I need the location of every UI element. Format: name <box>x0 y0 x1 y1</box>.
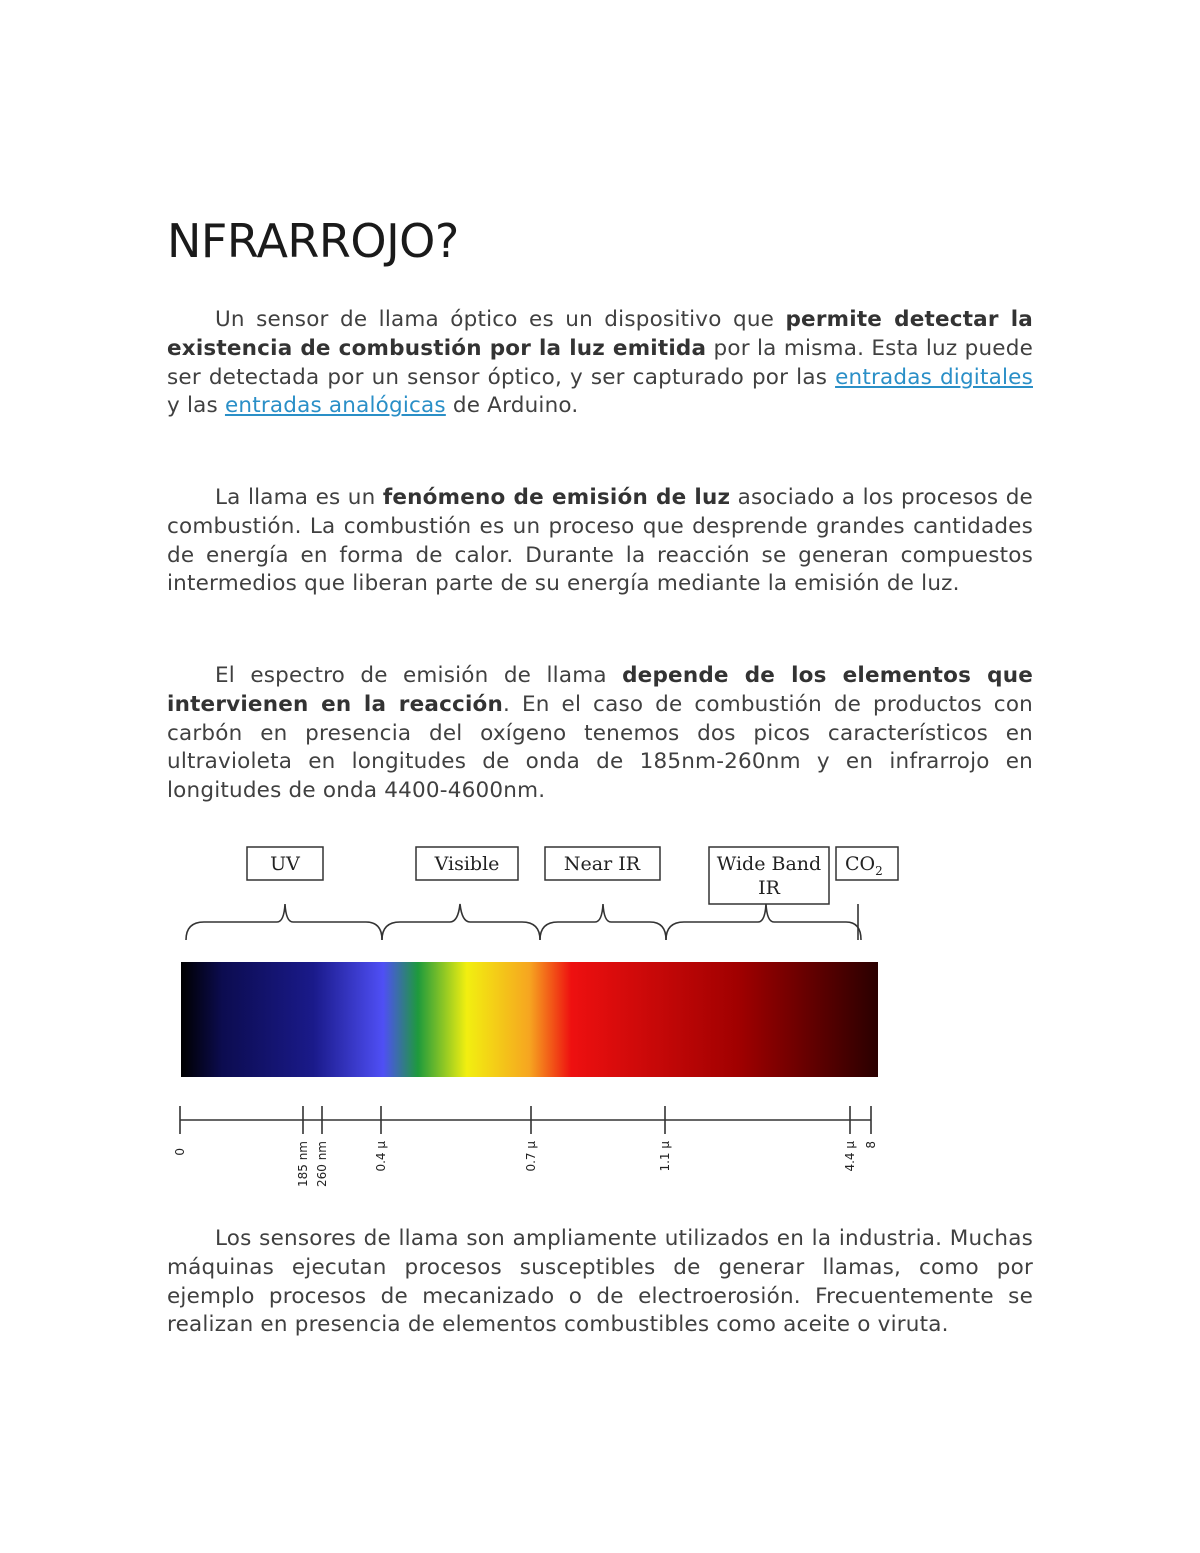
band-label-near-ir <box>545 847 660 880</box>
text: por la misma. Esta luz puede ser detectada por un sensor óptico, y ser capturado por las <box>167 335 1033 390</box>
text: de Arduino. <box>445 393 579 419</box>
paragraph-emission-spectrum <box>167 662 1033 806</box>
band-wide-band-text: Wide Band <box>716 853 822 875</box>
band-label-visible <box>416 847 518 880</box>
paragraph-industry-use <box>167 1225 1033 1340</box>
tick-labels <box>173 1141 878 1187</box>
text: Un sensor de llama óptico es un dispositivo que <box>215 307 786 332</box>
tick-label-0-4u: 0.4 μ <box>374 1141 388 1172</box>
text: y las <box>167 393 225 419</box>
tick-label-4-4u: 4.4 μ <box>843 1141 857 1172</box>
band-label-wide-band-ir <box>709 847 829 904</box>
band-visible-text: Visible <box>434 853 500 875</box>
brace-wide-ir <box>666 904 861 940</box>
bold-text: permite detectar la existencia de combustión por la luz emitida <box>167 307 1033 361</box>
bold-text: depende de los elementos que intervienen en la reacción <box>167 663 1033 717</box>
link-entradas-analogicas[interactable]: entradas analógicas <box>224 393 446 419</box>
brace-uv <box>186 904 382 940</box>
band-label-co2 <box>836 847 898 880</box>
bold-text: fenómeno de emisión de luz <box>382 485 731 510</box>
paragraph-sensor-definition <box>167 306 1033 421</box>
tick-label-260nm: 260 nm <box>315 1141 329 1188</box>
spectrum-bar <box>181 962 878 1077</box>
band-uv-text: UV <box>270 853 300 875</box>
text: El espectro de emisión de llama <box>215 663 623 688</box>
band-ir-text: IR <box>758 877 780 899</box>
brace-near-ir <box>540 904 666 940</box>
page-title: NFRARROJO? <box>167 214 459 268</box>
spectrum-figure <box>160 836 920 1196</box>
link-entradas-digitales[interactable]: entradas digitales <box>835 364 1033 390</box>
text: Los sensores de llama son ampliamente utilizados en la industria. Muchas máquinas ejecutan procesos susceptibles de generar llamas, como por ejemplo procesos de mecanizado o de electroerosión. Frecuentemente se realizan en presencia de elementos combustibles como aceite o viruta. <box>167 1226 1033 1338</box>
tick-label-0-7u: 0.7 μ <box>524 1141 538 1172</box>
co2-subscript: 2 <box>875 864 883 878</box>
text: . En el caso de combustión de productos con carbón en presencia del oxígeno tenemos dos picos característicos en ultravioleta en longitudes de onda de 185nm-260nm y en infrarrojo en longitudes de onda 4400-4600nm. <box>167 691 1033 803</box>
tick-label-1-1u: 1.1 μ <box>658 1141 672 1172</box>
tick-label-end: 8 <box>864 1141 878 1149</box>
band-label-uv <box>247 847 323 880</box>
co2-text: CO <box>845 853 876 875</box>
tick-label-185nm: 185 nm <box>296 1141 310 1188</box>
band-near-ir-text: Near IR <box>563 853 641 875</box>
wavelength-axis <box>180 1106 871 1134</box>
text: La llama es un <box>215 485 383 510</box>
tick-label-0: 0 <box>173 1148 187 1156</box>
text: asociado a los procesos de combustión. La combustión es un proceso que desprende grandes cantidades de energía en forma de calor. Durante la reacción se generan compuestos intermedios que liberan parte de su energía mediante la emisión de luz. <box>167 485 1033 597</box>
band-braces <box>186 904 861 940</box>
paragraph-flame-emission <box>167 484 1033 599</box>
brace-visible <box>382 904 540 940</box>
